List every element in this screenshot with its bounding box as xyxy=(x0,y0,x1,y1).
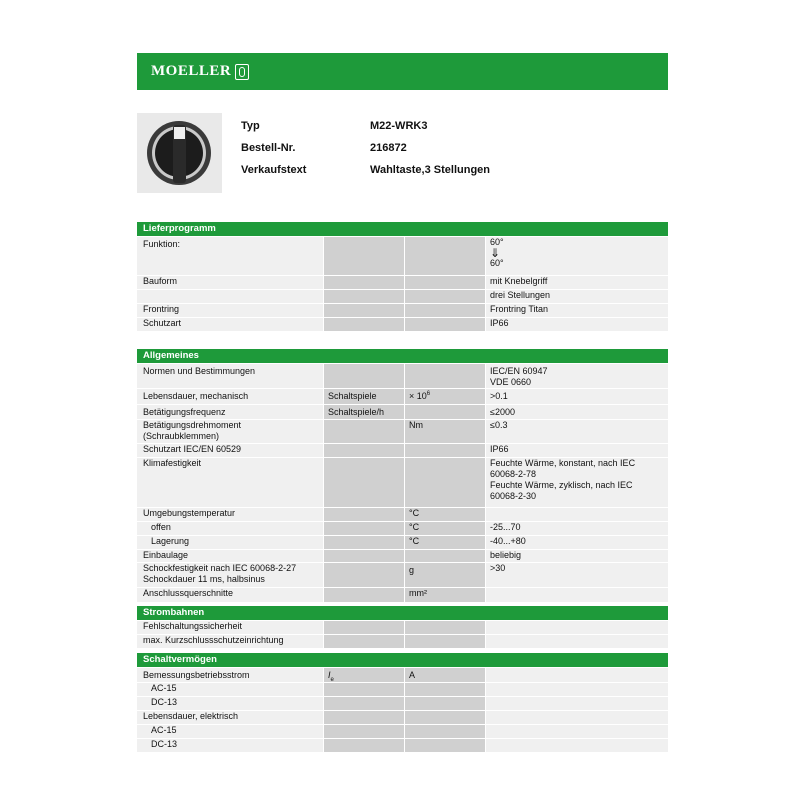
table-row: drei Stellungen xyxy=(137,289,668,303)
table-row: Normen und Bestimmungen IEC/EN 60947 VDE 0660 xyxy=(137,363,668,388)
order-number-label: Bestell-Nr. xyxy=(241,142,296,154)
table-row: Bemessungsbetriebsstrom $I_e$ A xyxy=(137,667,668,682)
table-row: Schutzart IEC/EN 60529 IP66 xyxy=(137,443,668,457)
row-label: Funktion: xyxy=(137,237,323,275)
table-row: Fehlschaltungssicherheit xyxy=(137,620,668,634)
table-row: Lebensdauer, elektrisch xyxy=(137,710,668,724)
table-row: Betätigungsfrequenz Schaltspiele/h ≤2000 xyxy=(137,404,668,419)
table-row: Schockfestigkeit nach IEC 60068-2-27 Schockdauer 11 ms, halbsinus g >30 xyxy=(137,562,668,587)
section-title: Strombahnen xyxy=(137,606,668,620)
brand-banner xyxy=(137,53,668,90)
table-row xyxy=(137,236,668,275)
table-row: Lagerung °C -40...+80 xyxy=(137,535,668,549)
section-strombahnen xyxy=(137,606,668,648)
table-row: AC-15 xyxy=(137,682,668,696)
product-image xyxy=(137,113,222,193)
sales-text-label: Verkaufstext xyxy=(241,164,307,176)
brand-name: MOELLER xyxy=(151,63,232,79)
sales-text-value: Wahltaste,3 Stellungen xyxy=(370,164,491,176)
type-value: M22-WRK3 xyxy=(370,120,428,132)
table-row: AC-15 xyxy=(137,724,668,738)
section-schaltvermoegen xyxy=(137,653,668,752)
table-row: Anschlussquerschnitte mm² xyxy=(137,587,668,602)
table-row: Klimafestigkeit Feuchte Wärme, konstant, nach IEC 60068-2-78 Feuchte Wärme, zyklisch, nach IEC 60068-2-30 xyxy=(137,457,668,507)
table-row: Bauform mit Knebelgriff xyxy=(137,275,668,289)
table-row: Frontring Frontring Titan xyxy=(137,303,668,317)
arrow-down-icon: ⇓ xyxy=(490,246,501,260)
table-row: Lebensdauer, mechanisch Schaltspiele × $10^6$ >0.1 xyxy=(137,388,668,404)
section-title: Lieferprogramm xyxy=(137,222,668,236)
section-allgemeines xyxy=(137,349,668,602)
type-label: Typ xyxy=(241,120,260,132)
table-row: Betätigungsdrehmoment (Schraubklemmen) Nm ≤0.3 xyxy=(137,419,668,443)
row-value: 60° ⇓ 60° xyxy=(486,237,668,275)
order-number-value: 216872 xyxy=(370,142,407,154)
brand-logo xyxy=(151,63,249,80)
table-row: Schutzart IP66 xyxy=(137,317,668,331)
table-row: DC-13 xyxy=(137,696,668,710)
section-title: Allgemeines xyxy=(137,349,668,363)
section-lieferprogramm xyxy=(137,222,668,331)
table-row: max. Kurzschlussschutzeinrichtung xyxy=(137,634,668,648)
table-row: Einbaulage beliebig xyxy=(137,549,668,562)
table-row: DC-13 xyxy=(137,738,668,752)
table-row: Umgebungstemperatur °C xyxy=(137,507,668,521)
logo-mark-icon xyxy=(235,64,249,80)
table-row: offen °C -25...70 xyxy=(137,521,668,535)
section-title: Schaltvermögen xyxy=(137,653,668,667)
